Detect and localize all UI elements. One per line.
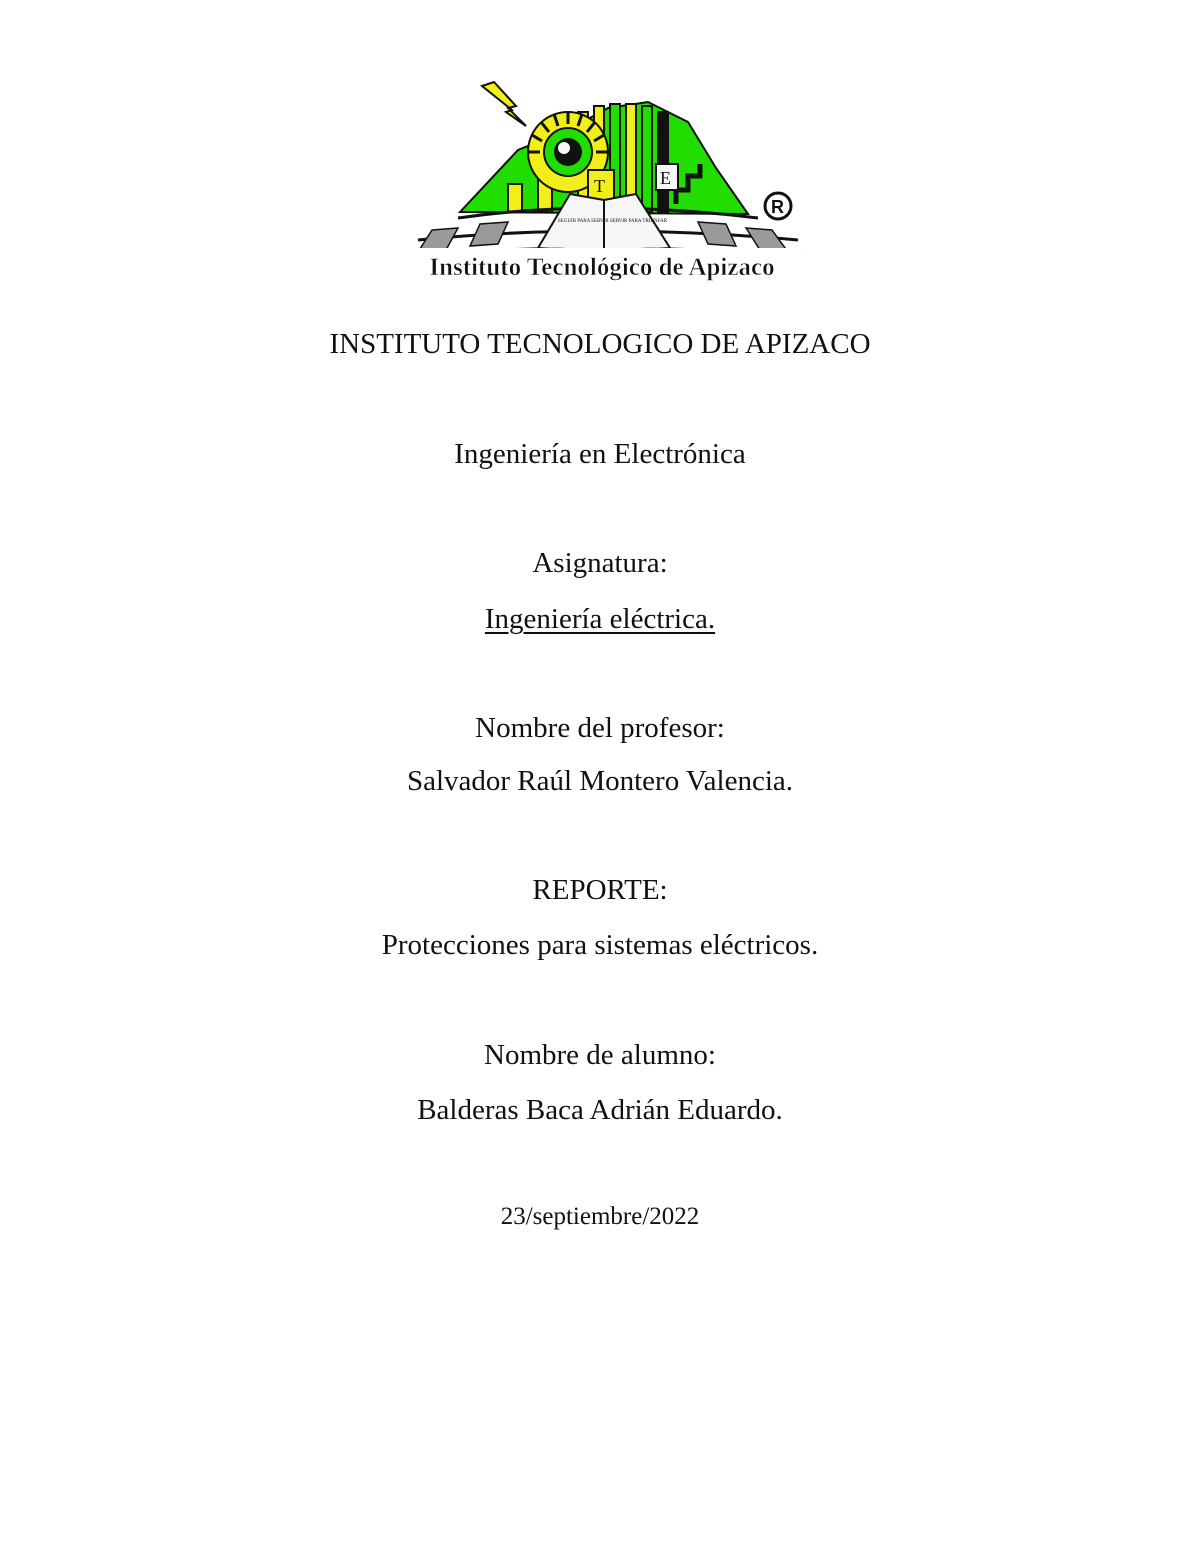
report-date: 23/septiembre/2022 (500, 1203, 700, 1230)
institution-name: INSTITUTO TECNOLOGICO DE APIZACO (329, 328, 871, 360)
svg-text:T: T (594, 176, 605, 196)
svg-text:E: E (660, 168, 671, 188)
subject-value (0, 601, 1200, 637)
subject-label: Asignatura: (532, 547, 668, 579)
subject-value-text: Ingeniería eléctrica. (484, 603, 716, 635)
registered-mark: R (771, 197, 784, 217)
logo-book-left: SEGUIR PARA SERVIR (558, 219, 609, 224)
career-name: Ingeniería en Electrónica (454, 438, 746, 470)
professor-label: Nombre del profesor: (475, 712, 725, 744)
report-value: Protecciones para sistemas eléctricos. (381, 929, 819, 961)
logo-caption: Instituto Tecnológico de Apizaco (429, 254, 775, 281)
logo-book-right: SERVIR PARA TRIUNFAR (610, 219, 668, 224)
professor-value: Salvador Raúl Montero Valencia. (406, 765, 794, 797)
student-label: Nombre de alumno: (484, 1039, 716, 1071)
report-label: REPORTE: (532, 874, 668, 906)
student-value: Balderas Baca Adrián Eduardo. (417, 1094, 783, 1126)
institute-logo (398, 72, 808, 288)
